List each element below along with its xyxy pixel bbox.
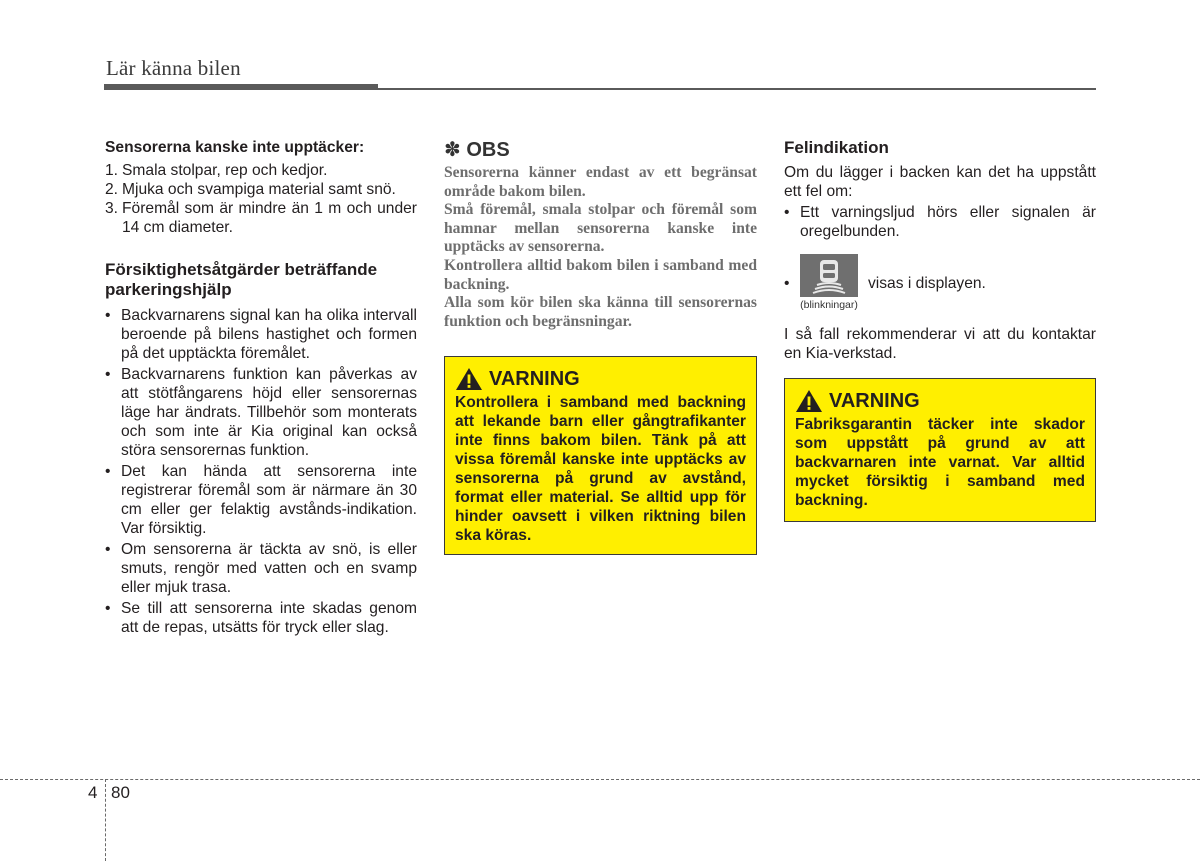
footer-dashed-line [0, 779, 1200, 780]
running-header: Lär känna bilen [106, 56, 241, 80]
header-rule-thin [378, 88, 1096, 90]
warning-title: VARNING [829, 390, 920, 412]
warning-text: Fabriksgarantin täcker inte skador som uppstått på grund av att backvarnaren inte varnat. Var alltid mycket försiktig i samband med backning. [795, 416, 1085, 509]
warning-text: Kontrollera i samband med backning att lekande barn eller gångtrafikanter inte finns bakom bilen. Tänk på att vissa föremål kanske inte upptäcks av sensorerna på grund av avstånd, format eller material. Se alltid upp för hinder oavsett i vilken riktning bilen ska köras. [455, 394, 746, 545]
bullet-text: Se till att sensorerna inte skadas genom att de repas, utsätts för tryck eller slag. [121, 600, 417, 636]
parking-sensor-indicator-icon [800, 254, 858, 297]
warning-title: VARNING [489, 368, 580, 391]
warning-box-warranty [784, 378, 1096, 522]
bullet-text: Backvarnarens funktion kan påverkas av att stötfångarens höjd eller sensorernas läge har ändrats. Tillbehör som monterats och som inte är Kia original kan också störa sensorernas funktion. [121, 366, 417, 459]
warning-triangle-icon [455, 367, 483, 391]
list-item: • Se till att sensorerna inte skadas genom att de repas, utsätts för tryck eller slag. [105, 600, 417, 636]
indicator-caption: (blinkningar) [800, 299, 858, 311]
list-item: • Det kan hända att sensorerna inte registrerar föremål som är närmare än 30 cm eller ger felaktig avstånds-indikation. Var försiktig. [105, 463, 417, 537]
obs-paragraph: Alla som kör bilen ska känna till sensorernas funktion och begränsningar. [444, 294, 757, 330]
list-text: Mjuka och svampiga material samt snö. [122, 181, 396, 198]
list-text: Smala stolpar, rep och kedjor. [122, 162, 328, 179]
column-right [784, 138, 1096, 522]
page-number: 80 [111, 783, 130, 802]
list-text: Föremål som är mindre än 1 m och under 14 cm diameter. [122, 200, 417, 236]
section-heading-precautions: Försiktighetsåtgärder beträffande parkeringshjälp [105, 260, 378, 299]
warning-triangle-icon [795, 389, 823, 413]
obs-paragraph: Små föremål, smala stolpar och föremål som hamnar mellan sensorerna kanske inte upptäcks av sensorerna. [444, 201, 757, 256]
bullet-text: Det kan hända att sensorerna inte registrerar föremål som är närmare än 30 cm eller ger felaktig avstånds-indikation. Var försiktig. [121, 463, 417, 537]
list-item: • Backvarnarens signal kan ha olika intervall beroende på bilens hastighet och formen på det upptäckta föremålet. [105, 307, 417, 362]
bullet-text: Ett varningsljud hörs eller signalen är oregelbunden. [800, 204, 1096, 240]
subheading-not-detected: Sensorerna kanske inte upptäcker: [105, 139, 365, 156]
list-number: 3. [105, 200, 119, 217]
list-item [105, 180, 417, 199]
obs-paragraph: Sensorerna känner endast av ett begränsat område bakom bilen. [444, 164, 757, 200]
indicator-text: visas i displayen. [868, 275, 986, 292]
list-item [105, 161, 417, 180]
numbered-list [105, 161, 417, 237]
car-sensor-icon [809, 257, 849, 295]
warning-box-children [444, 356, 757, 555]
obs-note [444, 164, 757, 331]
indicator-list-item: • (blinkningar) visas i displayen. [784, 254, 1096, 311]
bullet-list [105, 306, 417, 637]
list-item: • Om sensorerna är täckta av snö, is eller smuts, rengör med vatten och en svamp eller mjuk trasa. [105, 541, 417, 596]
section-heading-fault: Felindikation [784, 138, 889, 157]
fault-bullet-list [784, 203, 1096, 241]
obs-heading: ✽ OBS [444, 139, 510, 161]
bullet-text: Om sensorerna är täckta av snö, is eller smuts, rengör med vatten och en svamp eller mjuk trasa. [121, 541, 417, 596]
list-item [105, 199, 417, 237]
fault-intro: Om du lägger i backen kan det ha uppstått ett fel om: [784, 164, 1096, 200]
bullet-text: Backvarnarens signal kan ha olika intervall beroende på bilens hastighet och formen på det upptäckta föremålet. [121, 307, 417, 362]
list-number: 2. [105, 181, 119, 198]
fault-recommendation: I så fall rekommenderar vi att du kontaktar en Kia-verkstad. [784, 326, 1096, 362]
footer-dashed-divider [105, 779, 106, 861]
chapter-number: 4 [88, 783, 98, 802]
obs-paragraph: Kontrollera alltid bakom bilen i samband med backning. [444, 256, 757, 293]
list-number: 1. [105, 162, 119, 179]
column-left [105, 138, 417, 639]
list-item: • Ett varningsljud hörs eller signalen är oregelbunden. [784, 204, 1096, 240]
header-rule-thick [104, 84, 378, 90]
list-item: • Backvarnarens funktion kan påverkas av att stötfångarens höjd eller sensorernas läge har ändrats. Tillbehör som monterats och som inte är Kia original kan också störa sensorernas funktion. [105, 366, 417, 459]
column-middle [444, 138, 757, 555]
